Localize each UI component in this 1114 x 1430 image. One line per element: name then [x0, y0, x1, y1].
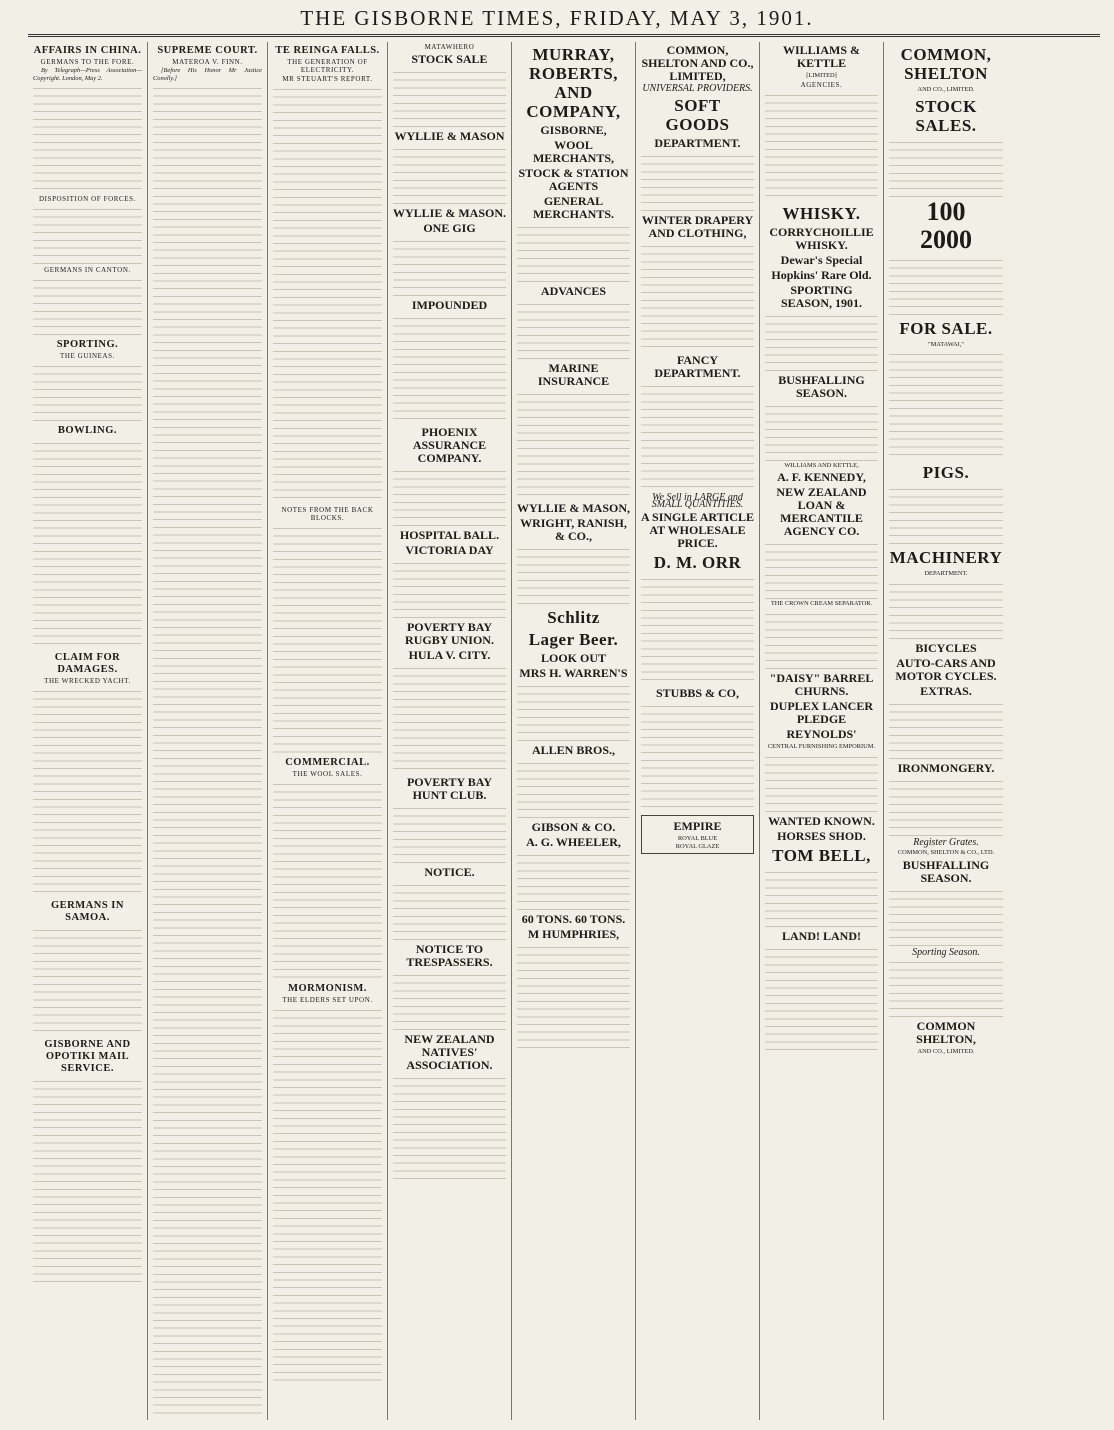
ad-title: LAND! LAND! [782, 928, 861, 943]
ad-title: HORSES SHOD. [777, 828, 866, 843]
ad-body [641, 575, 754, 685]
ad-title: SPORTING SEASON, 1901. [780, 282, 863, 310]
ad-heading: COMMON, SHELTON AND CO., LIMITED, [641, 43, 754, 83]
ad-title: SOFT GOODS [665, 95, 730, 134]
ad-title: REYNOLDS' [786, 727, 857, 742]
ad-body [889, 138, 1003, 198]
ad-title: WYLLIE & MASON, [517, 501, 631, 515]
ad-body [393, 971, 506, 1031]
ad-title: POVERTY BAY RUGBY UNION. [405, 620, 494, 647]
ad-body [393, 467, 506, 527]
ad-title: BICYCLES [915, 641, 977, 656]
ad-title: LOOK OUT [540, 651, 606, 665]
ad-title: EMPIRE [673, 819, 722, 834]
masthead-rule [28, 34, 1100, 37]
ad-title: WINTER DRAPERY AND CLOTHING, [641, 212, 754, 240]
ad-title: Lager Beer. [528, 630, 619, 649]
ad-title: NEW ZEALAND NATIVES' ASSOCIATION. [404, 1032, 495, 1072]
column-common-shelton-stock-sales [884, 42, 1008, 1420]
ad-body [393, 145, 506, 205]
ad-title: FANCY DEPARTMENT. [654, 352, 741, 380]
ad-title: Dewar's Special [780, 252, 863, 267]
ad-heading: MATAWHERO [424, 43, 475, 51]
ad-body [517, 682, 630, 742]
section-heading: CLAIM FOR DAMAGES. [54, 652, 121, 676]
ad-title: POVERTY BAY HUNT CLUB. [406, 775, 493, 802]
article-subheading: THE GENERATION OF ELECTRICITY. [287, 58, 368, 74]
ad-subheading: GISBORNE, [540, 123, 607, 137]
ad-title: GENERAL MERCHANTS. [532, 194, 614, 221]
ad-title: ALLEN BROS., [531, 743, 616, 757]
ad-title: MRS H. WARREN'S [519, 666, 628, 680]
section-heading: THE WRECKED YACHT. [44, 677, 131, 686]
section-note: [Before His Honor Mr Justice Conolly.] [153, 67, 262, 82]
ad-title: GIBSON & CO. [531, 820, 616, 834]
ad-title: HULA V. CITY. [408, 648, 491, 662]
ad-title: VICTORIA DAY [405, 543, 494, 557]
ad-title: ROYAL BLUE [677, 835, 718, 843]
article-body [273, 524, 382, 754]
ad-body [641, 702, 754, 812]
article-subheading: MATEROA V. FINN. [172, 58, 243, 66]
ad-title: 60 TONS. 60 TONS. [521, 912, 626, 926]
ad-body [765, 753, 878, 813]
dateline: By Telegraph—Press Association—Copyright. London, May 2. [33, 67, 142, 82]
section-heading: GERMANS IN CANTON. [44, 266, 131, 275]
ad-title: WHISKY. [782, 203, 861, 223]
ad-body [889, 485, 1003, 545]
ad-body [393, 664, 506, 774]
column-williams-kettle-ads [760, 42, 884, 1420]
ad-body [517, 300, 630, 360]
ad-title: Register Grates. [913, 837, 979, 849]
ad-title: We Sell in LARGE and SMALL QUANTITIES. [651, 491, 744, 511]
ad-title: "MATAWAI," [928, 340, 964, 348]
ad-title: THE CROWN CREAM SEPARATOR. [770, 600, 873, 608]
ad-title: DEPARTMENT. [924, 570, 968, 578]
section-heading: GISBORNE AND OPOTIKI MAIL SERVICE. [44, 1039, 131, 1075]
ad-title: AND CO., LIMITED. [917, 1048, 975, 1056]
ad-title: DEPARTMENT. [654, 135, 741, 150]
ad-body [517, 223, 630, 283]
article-body [33, 362, 142, 422]
section-heading: COMMERCIAL. [285, 757, 370, 768]
ad-title: WOOL MERCHANTS, [532, 138, 614, 165]
ad-title: EXTRAS. [920, 684, 972, 699]
ad-title: NOTICE TO TRESPASSERS. [406, 942, 493, 969]
ad-body [889, 777, 1003, 837]
ad-title: ONE GIG [423, 221, 476, 235]
masthead [0, 0, 1114, 40]
ad-heading: COMMON, SHELTON [900, 45, 992, 83]
ad-title: Hopkins' Rare Old. [771, 267, 872, 282]
ad-body [393, 804, 506, 864]
ad-body [517, 851, 630, 911]
article-body [33, 1077, 142, 1287]
ad-title: CORRYCHOILLIE WHISKY. [769, 224, 874, 252]
article-body [33, 276, 142, 336]
article-subheading: GERMANS TO THE FORE. [40, 58, 135, 66]
ad-heading: WILLIAMS & KETTLE [782, 43, 860, 70]
section-heading: MORMONISM. [288, 983, 367, 994]
ad-title: CENTRAL FURNISHING EMPORIUM. [767, 743, 876, 751]
ad-body [517, 545, 630, 605]
ad-title: WYLLIE & MASON [394, 129, 505, 143]
ad-title: BUSHFALLING SEASON. [902, 857, 990, 885]
ad-body [765, 540, 878, 600]
ad-body [889, 580, 1003, 640]
column-common-shelton-ads [636, 42, 760, 1420]
ad-body [765, 868, 878, 928]
article-body [33, 439, 142, 649]
section-heading: THE GUINEAS. [59, 352, 116, 361]
ad-body [765, 312, 878, 372]
ad-title: HOSPITAL BALL. [399, 528, 500, 542]
ad-title: A. F. KENNEDY, [777, 470, 866, 485]
article-body [33, 687, 142, 897]
section-heading: DISPOSITION OF FORCES. [38, 195, 137, 204]
ad-title: MACHINERY [889, 548, 1003, 568]
article-heading: SUPREME COURT. [157, 45, 258, 56]
ad-title: BUSHFALLING SEASON. [778, 372, 865, 400]
ad-body [393, 1074, 506, 1184]
ad-title: FOR SALE. [899, 318, 993, 338]
ad-title: A. G. WHEELER, [526, 835, 621, 849]
article-body [33, 926, 142, 1036]
ad-body [393, 237, 506, 297]
ad-title: IRONMONGERY. [897, 761, 995, 776]
empire-ad-box [641, 815, 754, 853]
article-body [33, 84, 142, 194]
ad-body [765, 91, 878, 201]
section-heading: THE ELDERS SET UPON. [282, 996, 373, 1004]
ad-body [393, 881, 506, 941]
ad-subheading: [LIMITED] [806, 72, 837, 79]
ad-title: MARINE INSURANCE [537, 361, 610, 388]
ad-body [641, 152, 754, 212]
section-heading: SPORTING. [56, 339, 119, 351]
newspaper-columns [28, 42, 1100, 1420]
ad-subheading: UNIVERSAL PROVIDERS. [642, 83, 753, 94]
ad-body [517, 759, 630, 819]
section-heading: NOTES FROM THE BACK BLOCKS. [281, 506, 374, 522]
ad-title: WYLLIE & MASON. [393, 206, 507, 220]
ad-title: COMMON, SHELTON & CO., LTD. [897, 848, 995, 856]
ad-title: TOM BELL, [772, 845, 871, 865]
section-heading: BOWLING. [57, 425, 118, 437]
section-heading: THE WOOL SALES. [292, 770, 363, 778]
ad-body [765, 402, 878, 462]
ad-body [393, 559, 506, 619]
section-heading: MR STEUART'S REPORT. [282, 75, 373, 83]
ad-title: NEW ZEALAND LOAN & MERCANTILE AGENCY CO. [776, 485, 867, 539]
ad-title: ROYAL GLAZE [675, 842, 720, 850]
ad-title: M HUMPHRIES, [527, 927, 620, 941]
article-heading: AFFAIRS IN CHINA. [33, 45, 142, 56]
article-body [273, 85, 382, 505]
ad-body [889, 350, 1003, 460]
ad-title: WANTED KNOWN. [768, 813, 875, 828]
ad-title: PHOENIX ASSURANCE COMPANY. [412, 425, 487, 465]
ad-title: STUBBS & CO, [655, 686, 740, 701]
ad-title: NOTICE. [424, 865, 475, 879]
ad-heading: MURRAY, ROBERTS, AND COMPANY, [526, 45, 621, 121]
article-heading: TE REINGA FALLS. [275, 45, 380, 56]
article-body [33, 205, 142, 265]
ad-title: DUPLEX LANCER PLEDGE [769, 699, 873, 727]
ad-subheading: AND CO., LIMITED. [917, 86, 975, 93]
ad-title: WILLIAMS AND KETTLE, [784, 461, 859, 469]
section-heading: GERMANS IN SAMOA. [51, 900, 124, 924]
ad-title: PIGS. [922, 463, 970, 483]
ad-body [889, 256, 1003, 316]
article-body [273, 1006, 382, 1386]
ad-title: COMMON SHELTON, [916, 1019, 976, 1047]
ad-body [641, 382, 754, 492]
article-body [153, 84, 262, 1414]
column-supreme-court [148, 42, 268, 1420]
ad-title: WRIGHT, RANISH, & CO., [520, 516, 627, 543]
ad-body [765, 610, 878, 670]
ad-title: STOCK & STATION AGENTS [518, 166, 629, 193]
ad-title: ADVANCES [540, 284, 607, 298]
ad-title: "DAISY" BARREL CHURNS. [769, 671, 874, 699]
column-affairs-in-china [28, 42, 148, 1420]
article-body [273, 780, 382, 980]
ad-body [889, 887, 1003, 947]
ad-title: D. M. ORR [653, 553, 742, 573]
newspaper-title: THE GISBORNE TIMES, FRIDAY, MAY 3, 1901. [300, 6, 814, 30]
ad-body [393, 68, 506, 128]
ad-title: AUTO-CARS AND MOTOR CYCLES. [895, 656, 997, 684]
column-matawhero-ads [388, 42, 512, 1420]
column-murray-roberts-ads [512, 42, 636, 1420]
ad-title: Sporting Season. [912, 946, 980, 958]
column-te-reinga-falls [268, 42, 388, 1420]
ad-body [517, 943, 630, 1053]
ad-title: Schlitz [547, 608, 600, 627]
ad-title: A SINGLE ARTICLE AT WHOLESALE PRICE. [641, 510, 754, 551]
ad-body [517, 390, 630, 500]
ad-body [765, 945, 878, 1055]
ad-title: IMPOUNDED [411, 298, 488, 312]
ad-title: AGENCIES. [800, 80, 843, 89]
ad-body [393, 314, 506, 424]
ad-body [641, 242, 754, 352]
ad-body [889, 958, 1003, 1018]
ad-number: 2000 [920, 224, 972, 254]
ad-body [889, 700, 1003, 760]
ad-title: STOCK SALES. [915, 96, 977, 135]
ad-number: 100 [926, 196, 966, 226]
ad-title: STOCK SALE [411, 52, 488, 66]
